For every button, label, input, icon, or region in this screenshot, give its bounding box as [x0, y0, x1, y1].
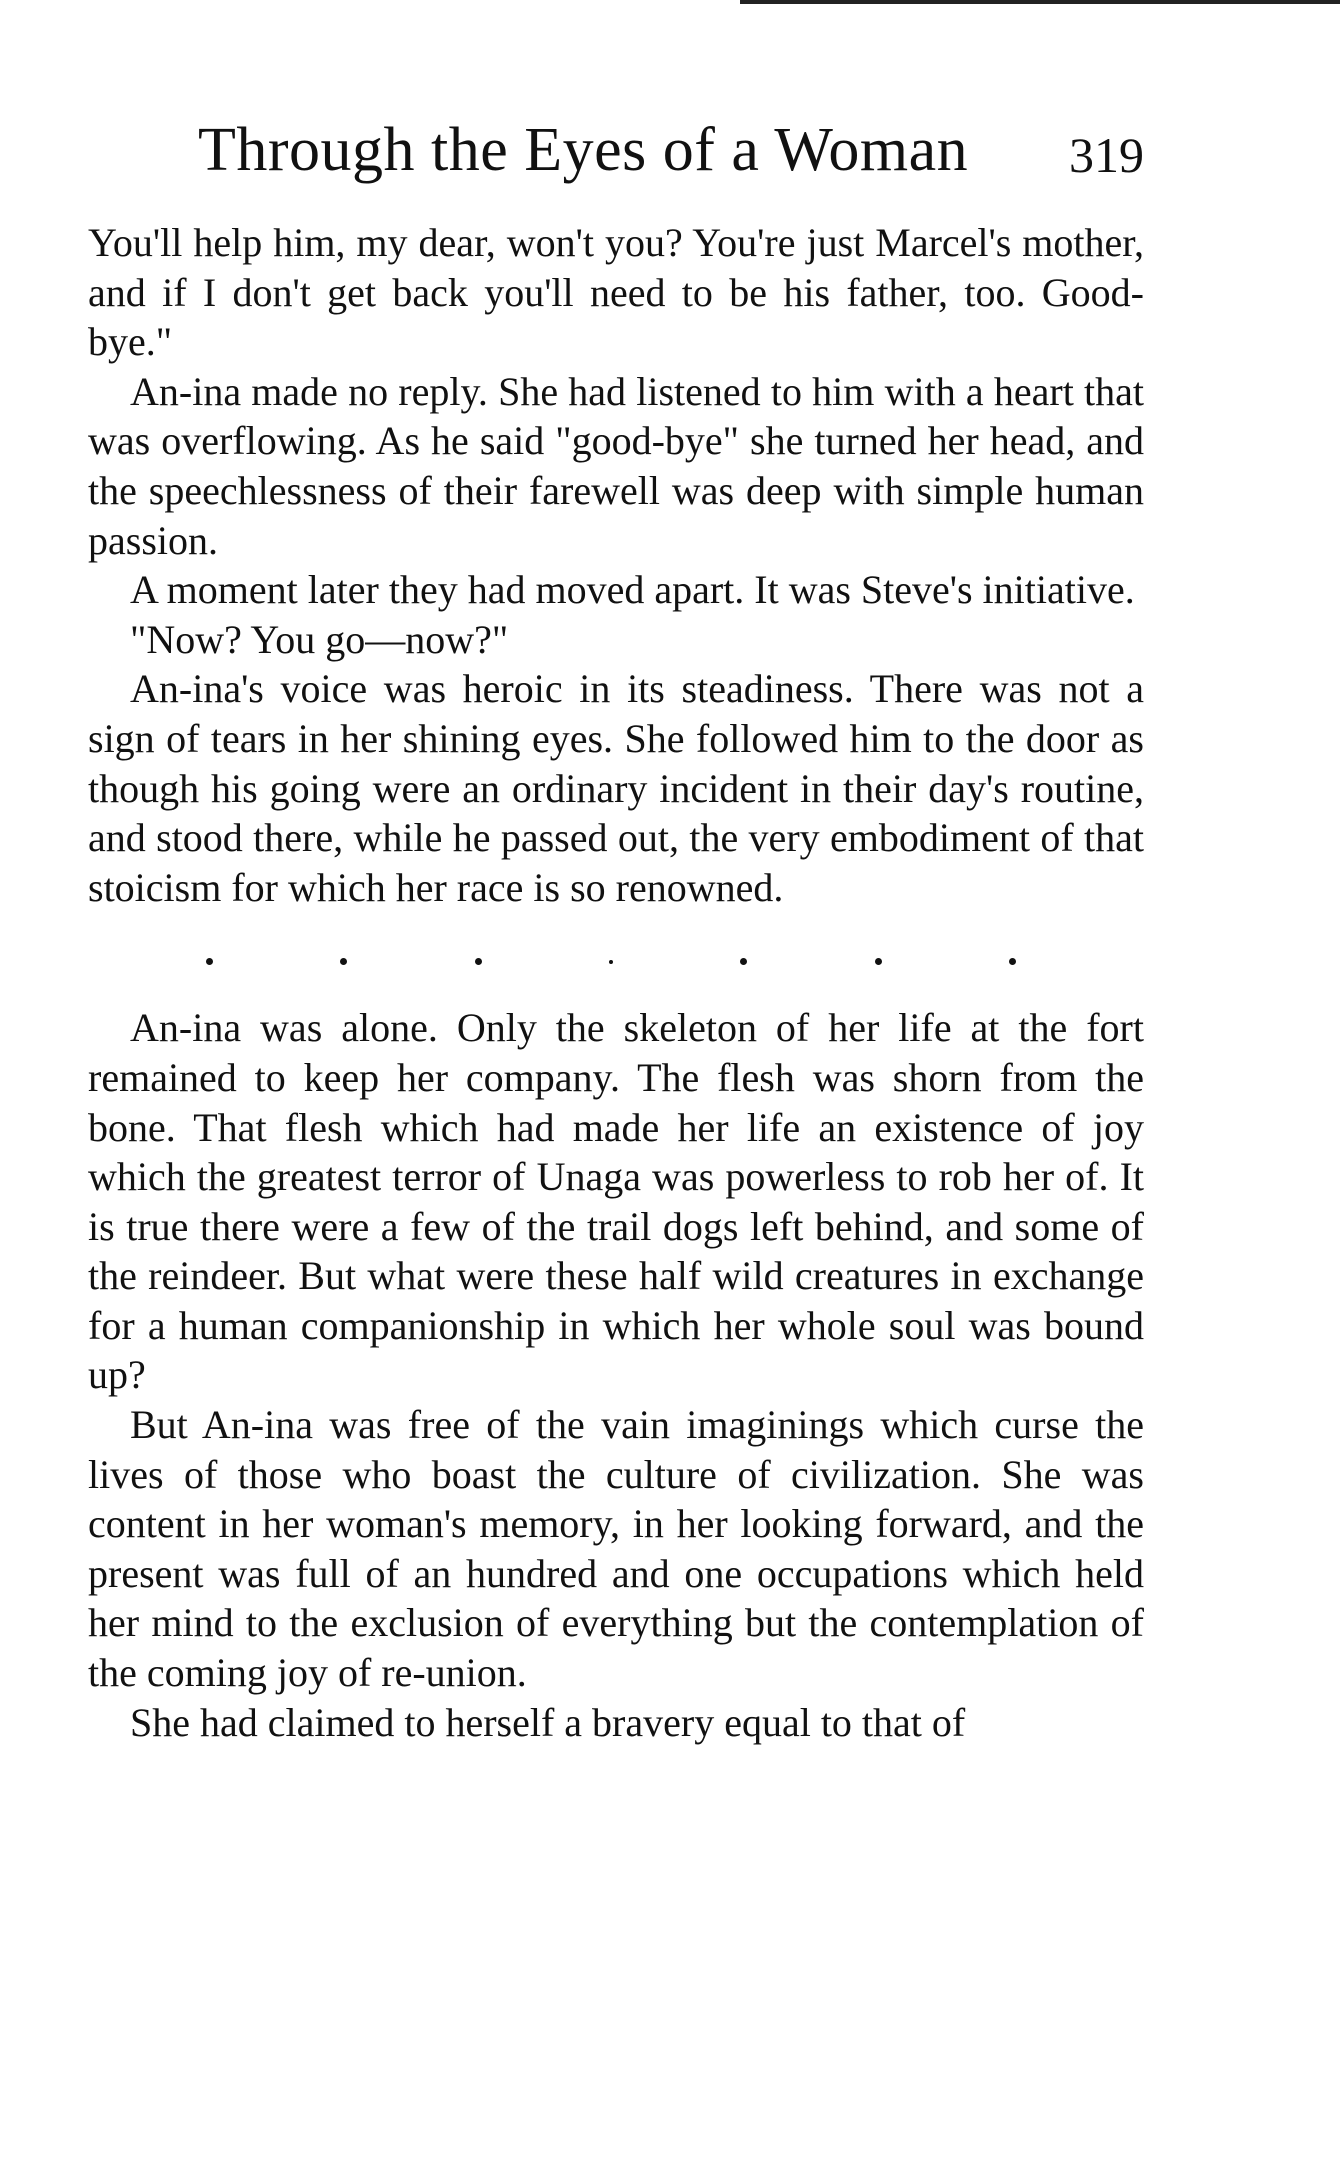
paragraph: But An-ina was free of the vain imaginings which curse the lives of those who boast the culture of civilization. She was content in her woman's memory, in her looking forward, and the present was full of an hundred and one occupations which held her mind to the exclusion of everything but the contemplation of the coming joy of re-union.	[88, 1402, 1144, 1696]
paragraph: An-ina was alone. Only the skeleton of her life at the fort remained to keep her company. The flesh was shorn from the bone. That flesh which had made her life an existence of joy which the greatest terror of Unaga was powerless to rob her of. It is true there were a few of the trail dogs left behind, and some of the reindeer. But what were these half wild creatures in exchange for a human companionship in which her whole soul was bound up?	[88, 1005, 1144, 1398]
section-break-dot	[475, 958, 482, 965]
running-head	[88, 110, 1144, 202]
book-page	[88, 110, 1144, 1747]
section-break-dot	[609, 960, 613, 964]
section-break-dot	[206, 958, 213, 965]
paragraph-truncated: She had claimed to herself a bravery equal to that of	[130, 1699, 966, 1745]
paragraph: An-ina made no reply. She had listened to him with a heart that was overflowing. As he said "good-bye" she turned her head, and the speechlessness of their farewell was deep with simple human passion.	[88, 368, 1144, 563]
section-break-dots	[206, 958, 1016, 965]
paragraph: An-ina's voice was heroic in its steadiness. There was not a sign of tears in her shining eyes. She followed him to the door as though his going were an ordinary incident in their day's routine, and stood there, while he passed out, the very embodiment of that stoicism for which her race is so renowned.	[88, 666, 1144, 910]
paragraph-dialogue: "Now? You go—now?"	[130, 616, 509, 662]
paragraph: A moment later they had moved apart. It was Steve's initiative.	[130, 567, 1135, 613]
section-break-dot	[340, 958, 347, 965]
section-break-dot	[740, 958, 747, 965]
running-head-title: Through the Eyes of a Woman	[198, 116, 969, 184]
section-break-dot	[1009, 958, 1016, 965]
paragraph-continued: You'll help him, my dear, won't you? You're just Marcel's mother, and if I don't get back you'll need to be his father, too. Good-bye."	[88, 220, 1144, 365]
top-edge-rule	[740, 0, 1340, 4]
section-break-dot	[875, 958, 882, 965]
page-number: 319	[1069, 127, 1144, 183]
